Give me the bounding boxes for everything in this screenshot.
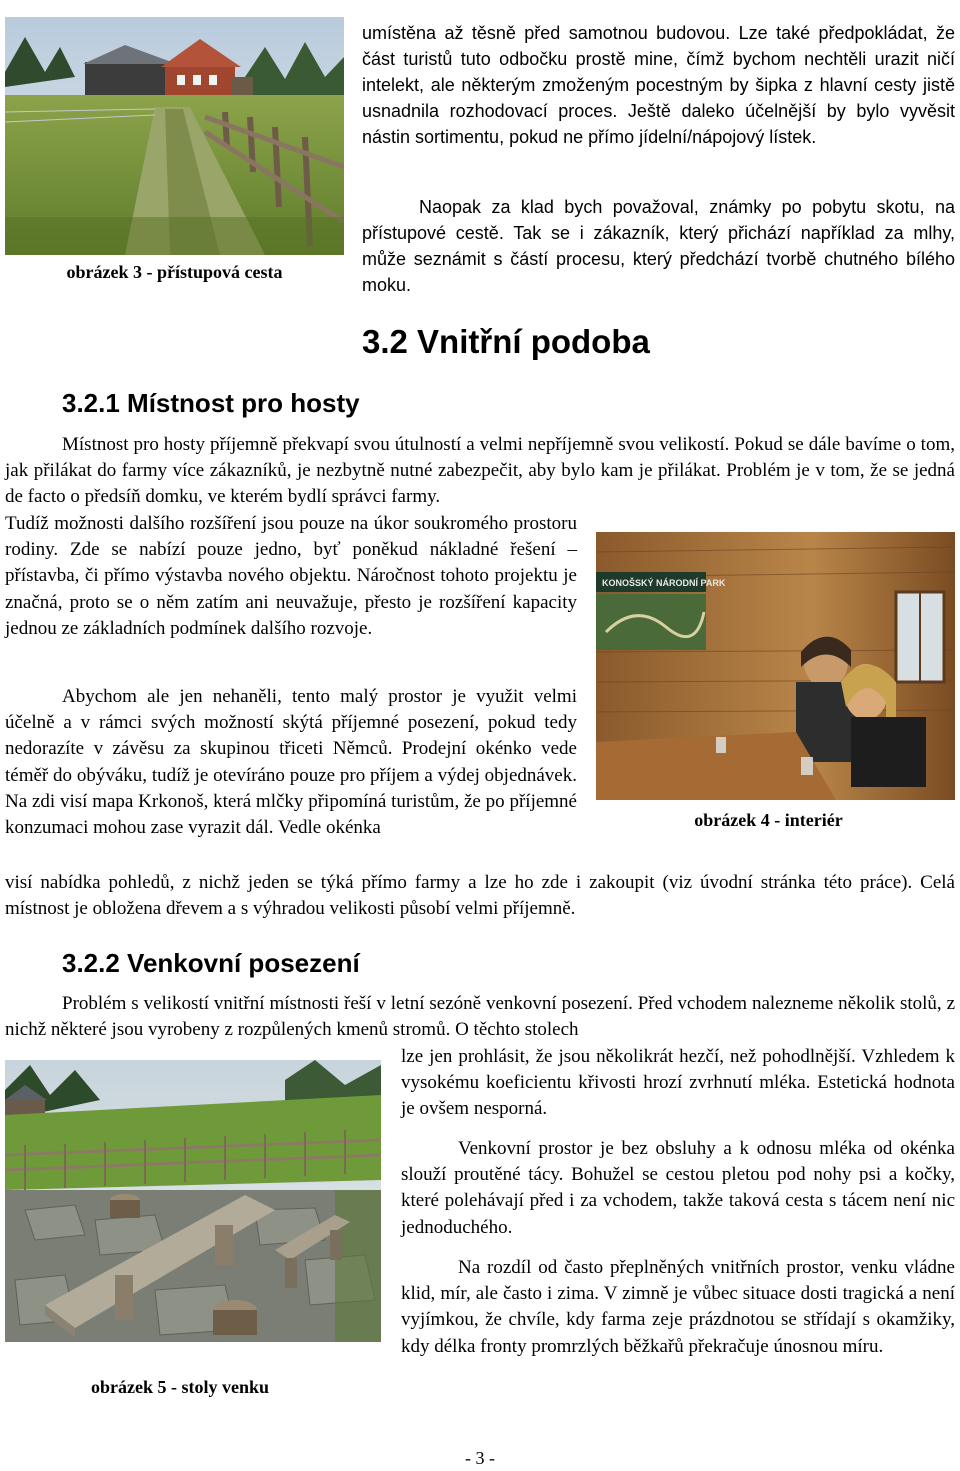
figure-3-photo (5, 17, 344, 255)
paragraph-approach-positive: Naopak za klad bych považoval, známky po pobytu skotu, na přístupové cestě. Tak se i zákazník, který přichází například za mlhy, může seznámit s částí procesu, který předchází tvorbě chutného bílého moku. (362, 197, 955, 295)
figure-3-caption: obrázek 3 - přístupová cesta (66, 262, 283, 282)
paragraph-approach-sign: umístěna až těsně před samotnou budovou. Lze také předpokládat, že část turistů tuto odbočku prostě mine, čímž bychom nechtěli urazit ničí intelekt, ale některým zmoženým pocestným by šipka z hlavní cesty jistě usnadnila rozhodovací proces. Ještě daleko účelnější by bylo vyvěsit nástin sortimentu, pokud ne přímo jídelní/nápojový lístek. (362, 23, 955, 147)
paragraph-outdoor-seasons: Na rozdíl od často přeplněných vnitřních prostor, venku vládne klid, mír, ale často i zima. V zimně je vůbec situace dosti tragická a není vyjímkou, že chvíle, kdy farma zeje prázdnotou se střídají s okamžiky, kdy délka fronty promrzlých běžkařů překračuje únosnou míru. (401, 1257, 955, 1357)
figure-5-photo (5, 1060, 381, 1342)
paragraph-guest-room-use: Abychom ale jen nehaněli, tento malý prostor je využit velmi účelně a v rámci svých možností skýtá příjemné posezení, pokud tedy nedorazíte v závěsu za skupinou třiceti Němců. Prodejní okénko vede téměř do obýváku, tudíž je otevíráno pouze pro příjem a výdej objednávek. Na zdi visí mapa Krkonoš, která mlčky připomíná turistům, že po příjemné konzumaci mohou zase vyrazit dál. Vedle okénka (5, 686, 577, 839)
page-number: - 3 - (465, 1448, 495, 1468)
heading-3-2-2: 3.2.2 Venkovní posezení (62, 948, 360, 978)
paragraph-outdoor-tables: lze jen prohlásit, že jsou několikrát hezčí, než pohodlnější. Vzhledem k vysokému koeficientu křivosti hrozí zvrhnutí mléka. Estetická hodnota je ovšem nesporná. (401, 1046, 955, 1120)
figure-5-caption: obrázek 5 - stoly venku (90, 1377, 269, 1397)
paragraph-outdoor-service: Venkovní prostor je bez obsluhy a k odnosu mléka od okénka slouží proutěné tácy. Bohužel se cestou pletou pod nohy psi a kočky, které polehávají před i za vchodem, takže taková cesta s tácem není nic jednoduchého. (401, 1138, 955, 1238)
paragraph-guest-room-expansion: Tudíž možnosti dalšího rozšíření jsou pouze na úkor soukromého prostoru rodiny. Zde se nabízí pouze jedno, byť poněkud nákladné řešení – přístavba, či přímo výstavba nového objektu. Náročnost tohoto projektu je značná, proto se o něm zatím ani neuvažuje, přesto je rozšíření kapacity jednou ze základních podmínek dalšího rozvoje. (5, 513, 577, 639)
heading-3-2: 3.2 Vnitřní podoba (362, 323, 650, 360)
paragraph-guest-room-intro: Místnost pro hosty příjemně překvapí svou útulností a velmi nepříjemně svou velikostí. Pokud se dále bavíme o tom, jak přilákat do farmy více zákazníků, je nezbytně nutné zabezpečit, aby bylo kam je přilákat. Problém je v tom, že se jedná de facto o předsíň domku, ve kterém bydlí správci farmy. (5, 434, 955, 508)
figure-4-caption: obrázek 4 - interiér (694, 810, 843, 830)
figure-4-sign-text: KONOŠSKÝ NÁRODNÍ PARK (602, 578, 726, 588)
paragraph-guest-room-postcards: visí nabídka pohledů, z nichž jeden se týká přímo farmy a lze ho zde i zakoupit (viz úvodní stránka této práce). Celá místnost je obložena dřevem a s výhradou velikosti působí velmi příjemně. (5, 872, 955, 920)
heading-3-2-1: 3.2.1 Místnost pro hosty (62, 388, 360, 418)
figure-4-photo (596, 532, 955, 800)
paragraph-outdoor-intro: Problém s velikostí vnitřní místnosti řeší v letní sezóně venkovní posezení. Před vchodem nalezneme několik stolů, z nichž některé jsou vyrobeny z rozpůlených kmenů stromů. O těchto stolech (5, 993, 955, 1041)
